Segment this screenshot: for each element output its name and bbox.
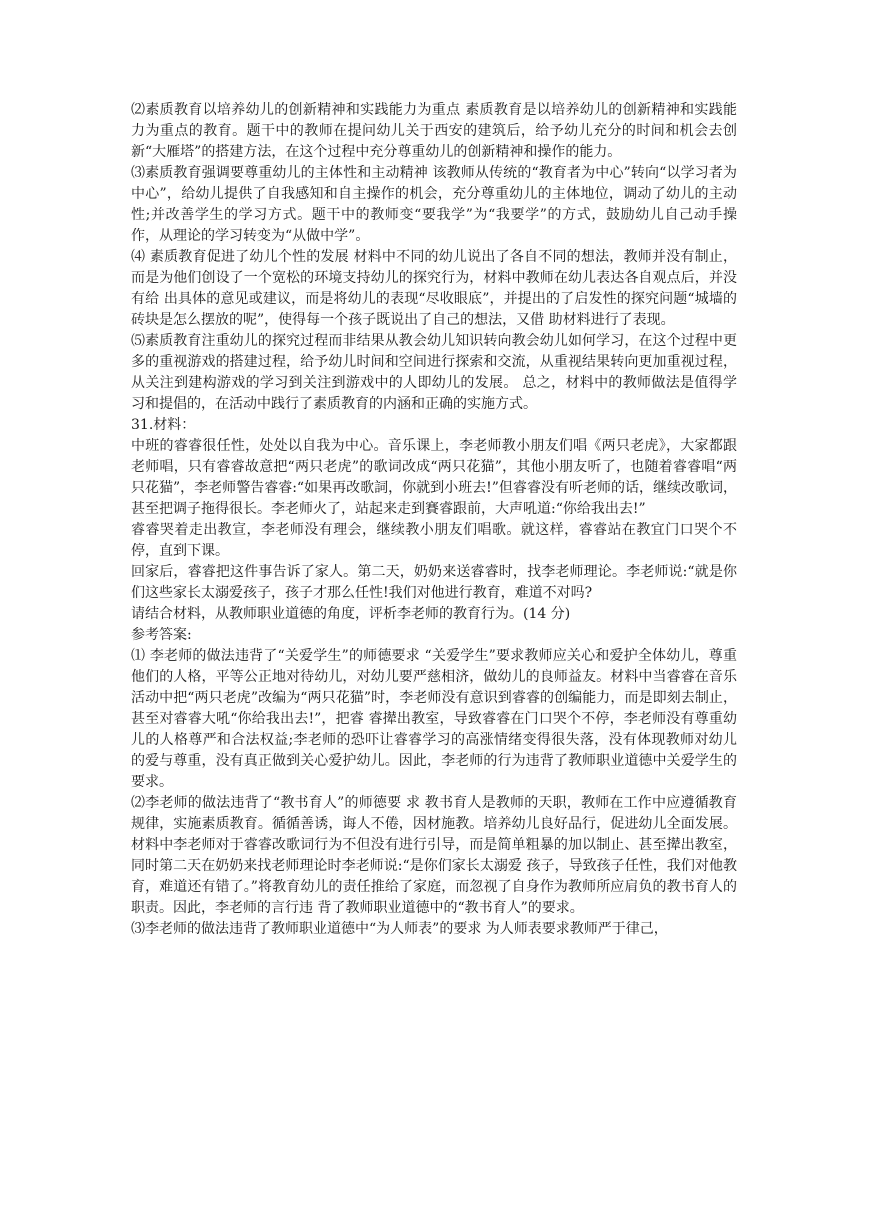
- material-paragraph-3: 回家后，睿睿把这件事告诉了家人。第二天，奶奶来送睿睿时，找李老师理论。李老师说:“就是你们这些家长太溺爱孩子，孩子才那么任性!我们对他进行教育，难道不对吗?: [131, 564, 737, 601]
- reference-answer-1: ⑴ 李老师的做法违背了“关爱学生”的师德要求 “关爱学生”要求教师应关心和爱护全体幼儿，尊重他们的人格，平等公正地对待幼儿，对幼儿要严慈相济，做幼儿的良师益友。材料中当睿睿在音乐活动中把“两只老虎”改编为“两只花猫”时，李老师没有意识到睿睿的创编能力，而是即刻去制止，甚至对睿睿大吼“你给我出去!”，把睿 睿撵出教室，导致睿睿在门口哭个不停，李老师没有尊重幼儿的人格尊严和合法权益;李老师的恐吓让睿睿学习的高涨情绪变得很失落，没有体现教师对幼儿的爱与尊重，没有真正做到关心爱护幼儿。因此，李老师的行为违背了教师职业道德中关爱学生的要求。: [131, 648, 737, 790]
- material-paragraph-1: 中班的睿睿很任性，处处以自我为中心。音乐课上，李老师教小朋友们唱《两只老虎》，大家都跟老师唱，只有睿睿故意把“两只老虎”的歌词改成“两只花猫”，其他小朋友听了，也随着睿睿唱“两只花猫”，李老师警告睿睿:“如果再改歌詞，你就到小班去!”但睿睿没有听老师的话，继续改歌词，甚至把调子拖得很长。李老师火了，站起来走到賽睿跟前，大声吼道:“你给我出去!”: [131, 438, 737, 517]
- paragraph-answer-4: ⑷ 素质教育促进了幼儿个性的发展 材料中不同的幼儿说出了各自不同的想法，教师并没有制止，而是为他们创设了一个宽松的环境支持幼儿的探究行为，材料中教师在幼儿表达各自观点后，并没有给 出具体的意见或建议，而是将幼儿的表现“尽收眼底”，并提出的了启发性的探究问题“城墙的砖块是怎么摆放的呢”，使得每一个孩子既说出了自己的想法，又借 助材料进行了表现。: [131, 249, 737, 328]
- question-prompt: 请结合材料，从教师职业道德的角度，评析李老师的教育行为。(14 分): [131, 606, 571, 622]
- reference-answer-2: ⑵李老师的做法违背了“教书育人”的师德要 求 教书育人是教师的天职，教师在工作中应遵循教育规律，实施素质教育。循循善诱，诲人不倦，因材施教。培养幼儿良好品行，促进幼儿全面发展。 材料中李老师对于睿睿改歌词行为不但没有进行引导，而是简单粗暴的加以制止、甚至撵出教室，同时第二天在奶奶来找老师理论时李老师说:“是你们家长太溺爱 孩子，导致孩子任性，我们对他教育，难道还有错了。”将教育幼儿的责任推给了家庭，而忽视了自身作为教师所应肩负的教书育人的职责。因此，李老师的言行违 背了教师职业道德中的“教书育人”的要求。: [131, 795, 737, 916]
- document-page: [131, 100, 737, 940]
- paragraph-answer-2: ⑵素质教育以培养幼儿的创新精神和实践能力为重点 素质教育是以培养幼儿的创新精神和实践能力为重点的教育。题干中的教师在提问幼儿关于西安的建筑后，给予幼儿充分的时间和机会去创新“大雁塔”的搭建方法，在这个过程中充分尊重幼儿的创新精神和操作的能力。: [131, 102, 737, 160]
- reference-answer-heading: 参考答案:: [131, 627, 192, 643]
- question-number: 31.材料：: [131, 417, 196, 433]
- paragraph-answer-5: ⑸素质教育注重幼儿的探究过程而非结果从教会幼儿知识转向教会幼儿如何学习，在这个过程中更多的重视游戏的搭建过程，给予幼儿时间和空间进行探索和交流，从重视结果转向更加重视过程，从关注到建构游戏的学习到关注到游戏中的人即幼儿的发展。 总之，材料中的教师做法是值得学习和提倡的，在活动中践行了素质教育的内涵和正确的实施方式。: [131, 333, 737, 412]
- material-paragraph-2: 睿睿哭着走出教宣，李老师没有理会，继续教小朋友们唱歌。就这样，睿睿站在教宜门口哭个不停，直到下课。: [131, 522, 737, 559]
- paragraph-answer-3: ⑶素质教育强调要尊重幼儿的主体性和主动精神 该教师从传统的“教育者为中心”转向“以学习者为中心”，给幼儿提供了自我感知和自主操作的机会，充分尊重幼儿的主体地位，调动了幼儿的主动性;并改善学生的学习方式。题干中的教师变“要我学”为“我要学”的方式，鼓励幼儿自己动手操作，从理论的学习转变为“从做中学”。: [131, 165, 737, 244]
- reference-answer-3: ⑶李老师的做法违背了教师职业道德中“为人师表”的要求 为人师表要求教师严于律己，: [131, 921, 668, 937]
